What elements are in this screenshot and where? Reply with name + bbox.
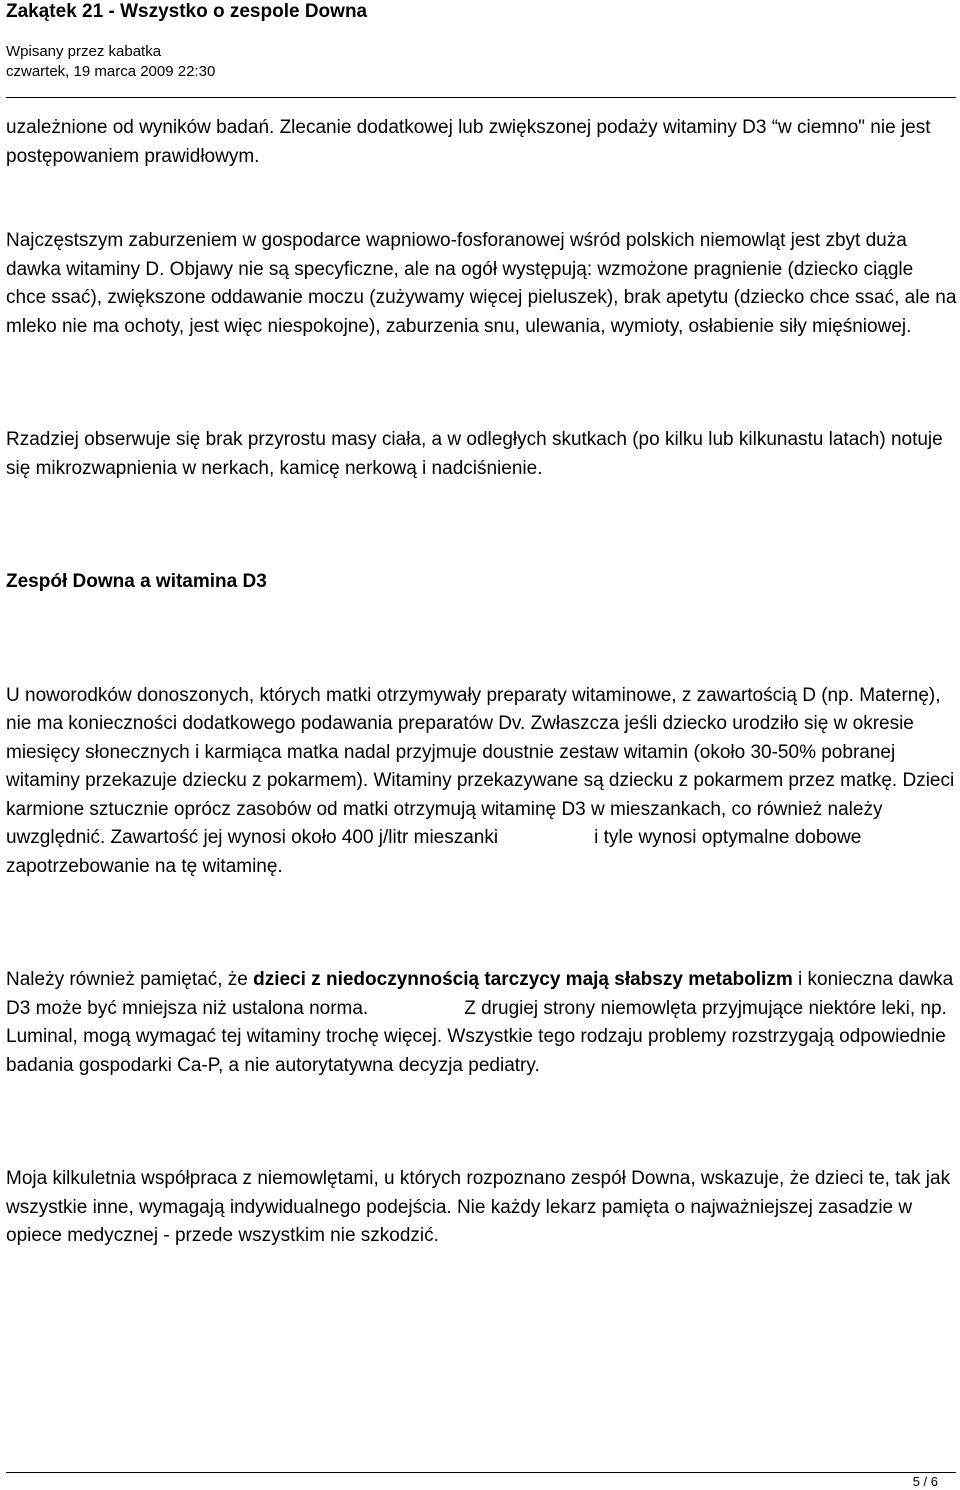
page-number: 5 / 6 (912, 1474, 938, 1489)
section-heading: Zespół Downa a witamina D3 (6, 571, 267, 592)
paragraph-thyroid-dose: i konieczna dawka D3 może być mniejsza niż ustalona norma. (6, 969, 954, 1019)
paragraph-thyroid-emphasis: dzieci z niedoczynnością tarczycy mają słabszy metabolizm (253, 969, 793, 990)
footer-divider (6, 1472, 956, 1473)
paragraph-long-term-effects: Rzadziej obserwuje się brak przyrostu masy ciała, a w odległych skutkach (po kilku lub kilkunastu latach) notuje się mikrozwapnienia w nerkach, kamicę nerkową i nadciśnienie. (6, 429, 943, 479)
paragraph-newborn-supply-part2: i tyle wynosi optymalne dobowe zapotrzebowanie na tę witaminę. (6, 827, 862, 877)
paragraph-thyroid-lead: Należy również pamiętać, że (6, 969, 254, 990)
author-byline: Wpisany przez kabatka (6, 43, 162, 60)
site-title: Zakątek 21 - Wszystko o zespole Downa (6, 1, 368, 22)
paragraph-author-experience: Moja kilkuletnia współpraca z niemowlętami, u których rozpoznano zespół Downa, wskazuje, że dzieci te, tak jak wszystkie inne, wymagają indywidualnego podejścia. Nie każdy lekarz pamięta o najważniejszej zasadzie w opiece medycznej - przede wszystkim nie szkodzić. (6, 1168, 951, 1246)
paragraph-thyroid-note (6, 966, 958, 1080)
paragraph-vitamin-dosing: uzależnione od wyników badań. Zlecanie dodatkowej lub zwiększonej podaży witaminy D3 “w ciemno" nie jest postępowaniem prawidłowym. (6, 117, 931, 167)
paragraph-newborn-supply-part1: U noworodków donoszonych, których matki otrzymywały preparaty witaminowe, z zawartością D (np. Maternę), nie ma konieczności dodatkowego podawania preparatów Dv. Zwłaszcza jeśli dziecko urodziło się w okresie miesięcy słonecznych i karmiąca matka nadal przyjmuje doustnie zestaw witamin (około 30-50% pobranej witaminy przekazuje dziecku z pokarmem). Witaminy przekazywane są dziecku z pokarmem przez matkę. Dzieci karmione sztucznie oprócz zasobów od matki otrzymują witaminę D3 w mieszankach, co również należy uwzględnić. Zawartość jej wynosi około 400 j/litr mieszanki (6, 684, 955, 848)
page-header (6, 0, 956, 82)
paragraph-newborn-supply (6, 682, 958, 882)
publish-date: czwartek, 19 marca 2009 22:30 (6, 63, 216, 80)
article-body (6, 114, 958, 1251)
paragraph-thyroid-other: Z drugiej strony niemowlęta przyjmujące niektóre leki, np. Luminal, mogą wymagać tej witaminy trochę więcej. Wszystkie tego rodzaju problemy rozstrzygają odpowiednie badania gospodarki Ca-P, a nie autorytatywna decyzja pediatry. (6, 997, 947, 1076)
header-divider (6, 97, 956, 98)
paragraph-overdose-symptoms: Najczęstszym zaburzeniem w gospodarce wapniowo-fosforanowej wśród polskich niemowląt jest zbyt duża dawka witaminy D. Objawy nie są specyficzne, ale na ogół występują: wzmożone pragnienie (dziecko ciągle chce ssać), zwiększone oddawanie moczu (zużywamy więcej pieluszek), brak apetytu (dziecko chce ssać, ale na mleko nie ma ochoty, jest więc niespokojne), zaburzenia snu, ulewania, wymioty, osłabienie siły mięśniowej. (6, 230, 957, 337)
